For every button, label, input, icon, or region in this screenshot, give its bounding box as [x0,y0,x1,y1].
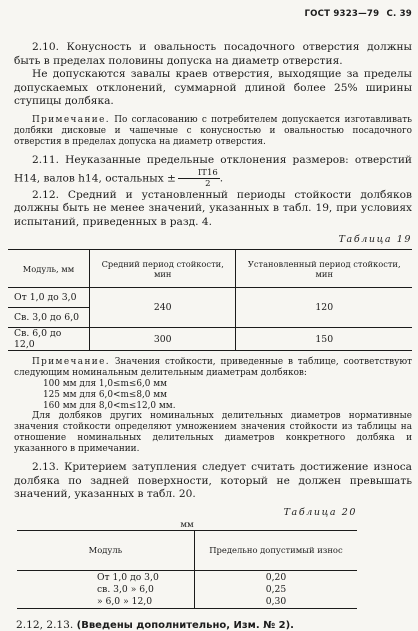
list-item: 100 мм для 1,0≤m≤6,0 мм [43,379,168,390]
set-life-cell: 120 [236,288,412,328]
page-header [304,9,412,19]
table-19-caption: Таблица 19 [338,234,412,246]
clause-2-11 [14,154,412,189]
table-19-note [14,357,412,379]
clause-2-10-note [14,115,412,148]
wear-cell: 0,20 [194,570,357,583]
wear-cell: 0,30 [194,596,357,609]
page-body [14,41,412,631]
table-row [17,570,357,583]
column-header-module: Модуль, мм [22,263,75,274]
page-number: С. 39 [386,9,412,19]
module-cell: Св. 3,0 до 6,0 [14,312,80,324]
module-cell: » 6,0 » 12,0 [97,596,153,608]
wear-cell: 0,25 [194,583,357,595]
note-text: По согласованию с потребителем допускается изготавливать долбяки дисковые и чашечные с конусностью и овальностью посадочного отверстия в пределах допуска на диаметр отверстия. [14,114,412,147]
table-header-row [17,530,357,570]
avg-life-cell: 300 [89,328,236,351]
avg-life-cell: 240 [89,288,236,328]
list-item: 160 мм для 8,0<m≤12,0 мм. [43,400,176,411]
column-header-avg-life: Средний период стойкости, мин [89,250,236,288]
amendment-note [14,619,412,631]
table-row [17,596,357,609]
note-text: Значения стойкости, приведенные в таблице, соответствуют следующим номинальным делительным диаметрам долбяков: [14,357,412,379]
column-header-set-life: Установленный период стойкости, мин [236,250,412,288]
module-cell: От 1,0 до 3,0 [14,292,77,304]
clause-2-11-tail: . [219,172,224,185]
column-header-wear: Предельно допустимый износ [194,530,357,570]
diameter-list [14,379,412,411]
column-header-module: Модуль [88,545,123,556]
note-label: Примечание. [32,357,110,368]
table-row [8,328,412,351]
table-20-block [17,507,357,609]
table-row [17,583,357,595]
fraction-denominator: 2 [205,178,211,189]
table-20 [17,530,357,609]
clause-2-13: 2.13. Критерием затупления следует считать достижение износа долбяка по задней поверхности, который не должен превышать значений, указанных в табл. 20. [14,461,412,501]
table-19-note-continuation: Для долбяков других номинальных делительных диаметров нормативные значения стойкости определяют умножением значения стойкости из таблицы на отношение номинальных делительных диаметров конкретного долбяка и указанного в примечании. [14,411,412,455]
amendment-text: (Введены дополнительно, Изм. № 2). [76,620,294,631]
table-header-row [8,250,412,288]
fraction-numerator: IT16 [178,168,220,179]
clause-2-10-edges: Не допускаются завалы краев отверстия, выходящие за пределы допускаемых отклонений, суммарной длиной более 25% ширины ступицы долбяка. [14,68,412,108]
fraction [178,168,220,189]
table-row [8,288,412,308]
table-19 [8,249,412,351]
note-label: Примечание. [32,114,110,125]
clause-2-10: 2.10. Конусность и овальность посадочного отверстия должны быть в пределах половины допуска на диаметр отверстия. [14,41,412,67]
module-cell: св. 3,0 » 6,0 [97,583,154,595]
module-cell: От 1,0 до 3,0 [97,571,159,583]
list-item: 125 мм для 6,0<m≤8,0 мм [43,389,168,400]
set-life-cell: 150 [236,328,412,351]
clause-2-11-text: 2.11. Неуказанные предельные отклонения размеров: отверстий H14, валов h14, остальных ± [14,153,412,185]
table-20-unit: мм [180,519,194,530]
standard-number: ГОСТ 9323—79 [304,9,380,19]
module-cell: Св. 6,0 до 12,0 [14,328,62,351]
clause-2-12: 2.12. Средний и установленный периоды стойкости долбяков должны быть не менее значений, указанных в табл. 19, при условиях испытаний, приведенных в разд. 4. [14,188,412,228]
table-20-caption: Таблица 20 [283,506,357,518]
amendment-ref: 2.12, 2.13. [16,619,74,631]
